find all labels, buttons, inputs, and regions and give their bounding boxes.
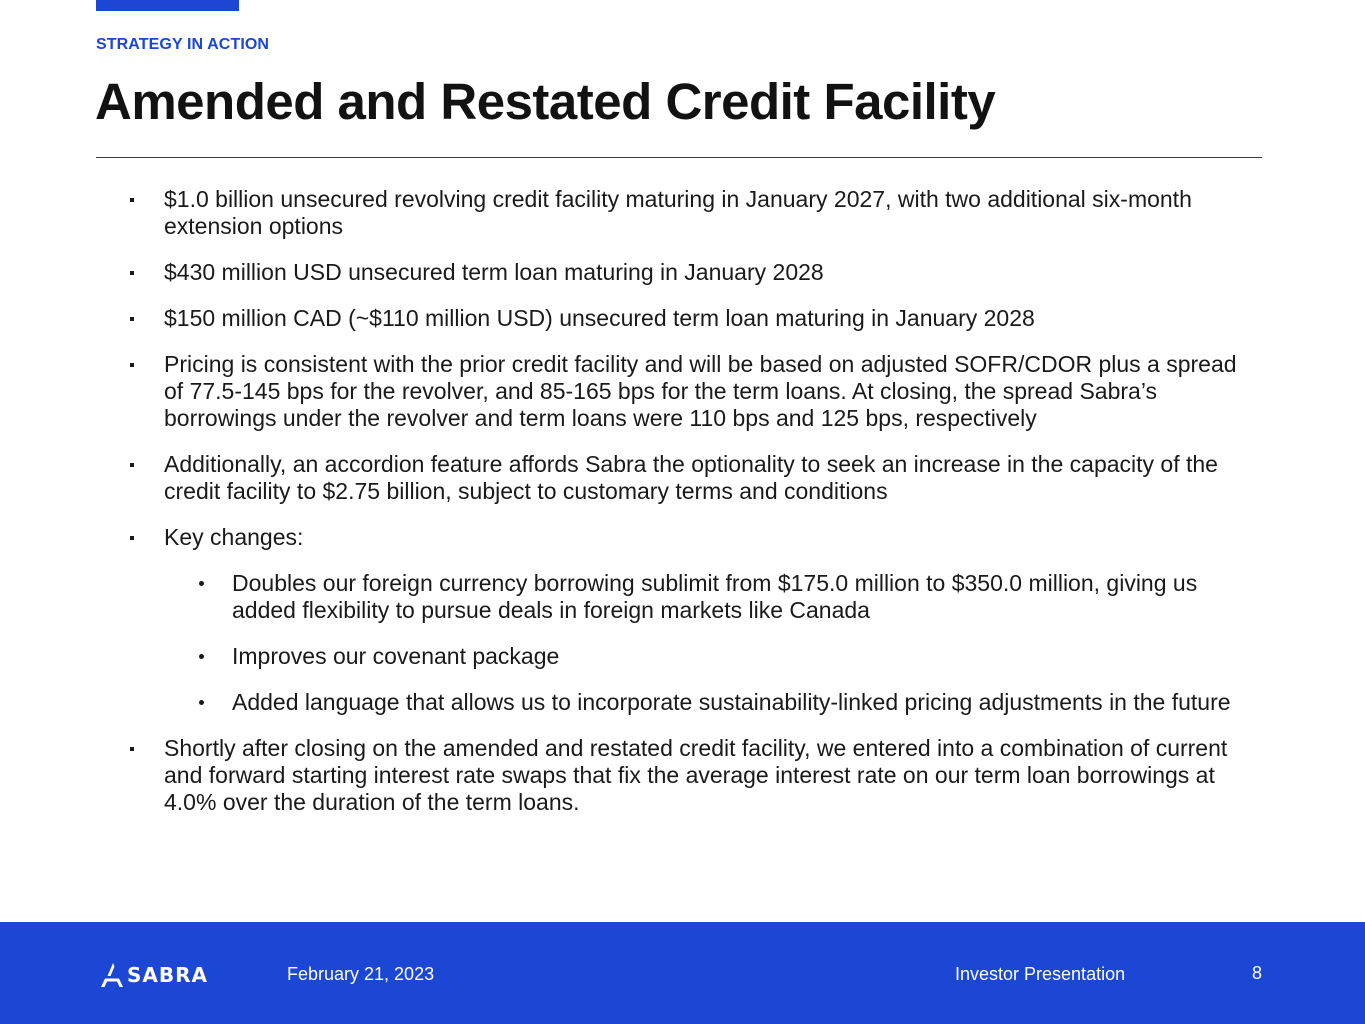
sub-bullet-currency-sublimit: Doubles our foreign currency borrowing sublimit from $175.0 million to $350.0 million, giving us added flexibility to pursue deals in foreign markets like Canada <box>196 570 1258 624</box>
page-number: 8 <box>1252 963 1263 983</box>
section-label: STRATEGY IN ACTION <box>96 36 270 53</box>
footer-date: February 21, 2023 <box>287 964 435 984</box>
sabra-mark-icon <box>100 962 124 988</box>
bullet-interest-swaps: Shortly after closing on the amended and restated credit facility, we entered into a combination of current and forward starting interest rate swaps that fix the average interest rate on our term loan borrowings at 4.0% over the duration of the term loans. <box>128 735 1258 816</box>
sub-bullet-sustainability: Added language that allows us to incorporate sustainability-linked pricing adjustments in the future <box>196 689 1258 716</box>
logo-wordmark: SABRA <box>127 963 209 987</box>
bullet-cad-term-loan: $150 million CAD (~$110 million USD) unsecured term loan maturing in January 2028 <box>128 305 1258 332</box>
page-title: Amended and Restated Credit Facility <box>95 73 996 130</box>
bullet-list <box>128 186 1258 835</box>
sub-bullet-covenant: Improves our covenant package <box>196 643 1258 670</box>
bullet-usd-term-loan: $430 million USD unsecured term loan maturing in January 2028 <box>128 259 1258 286</box>
title-divider <box>96 157 1262 158</box>
bullet-accordion: Additionally, an accordion feature affords Sabra the optionality to seek an increase in the capacity of the credit facility to $2.75 billion, subject to customary terms and conditions <box>128 451 1258 505</box>
footer-bar <box>0 922 1365 1024</box>
bullet-key-changes: Key changes: <box>128 524 1258 551</box>
bullet-pricing: Pricing is consistent with the prior credit facility and will be based on adjusted SOFR/CDOR plus a spread of 77.5-145 bps for the revolver, and 85-165 bps for the term loans. At closing, the spread Sabra’s borrowings under the revolver and term loans were 110 bps and 125 bps, respectively <box>128 351 1258 432</box>
sabra-logo <box>100 962 208 988</box>
bullet-revolver: $1.0 billion unsecured revolving credit facility maturing in January 2027, with two additional six-month extension options <box>128 186 1258 240</box>
footer-presentation-label: Investor Presentation <box>955 964 1126 984</box>
accent-tab <box>96 0 239 11</box>
